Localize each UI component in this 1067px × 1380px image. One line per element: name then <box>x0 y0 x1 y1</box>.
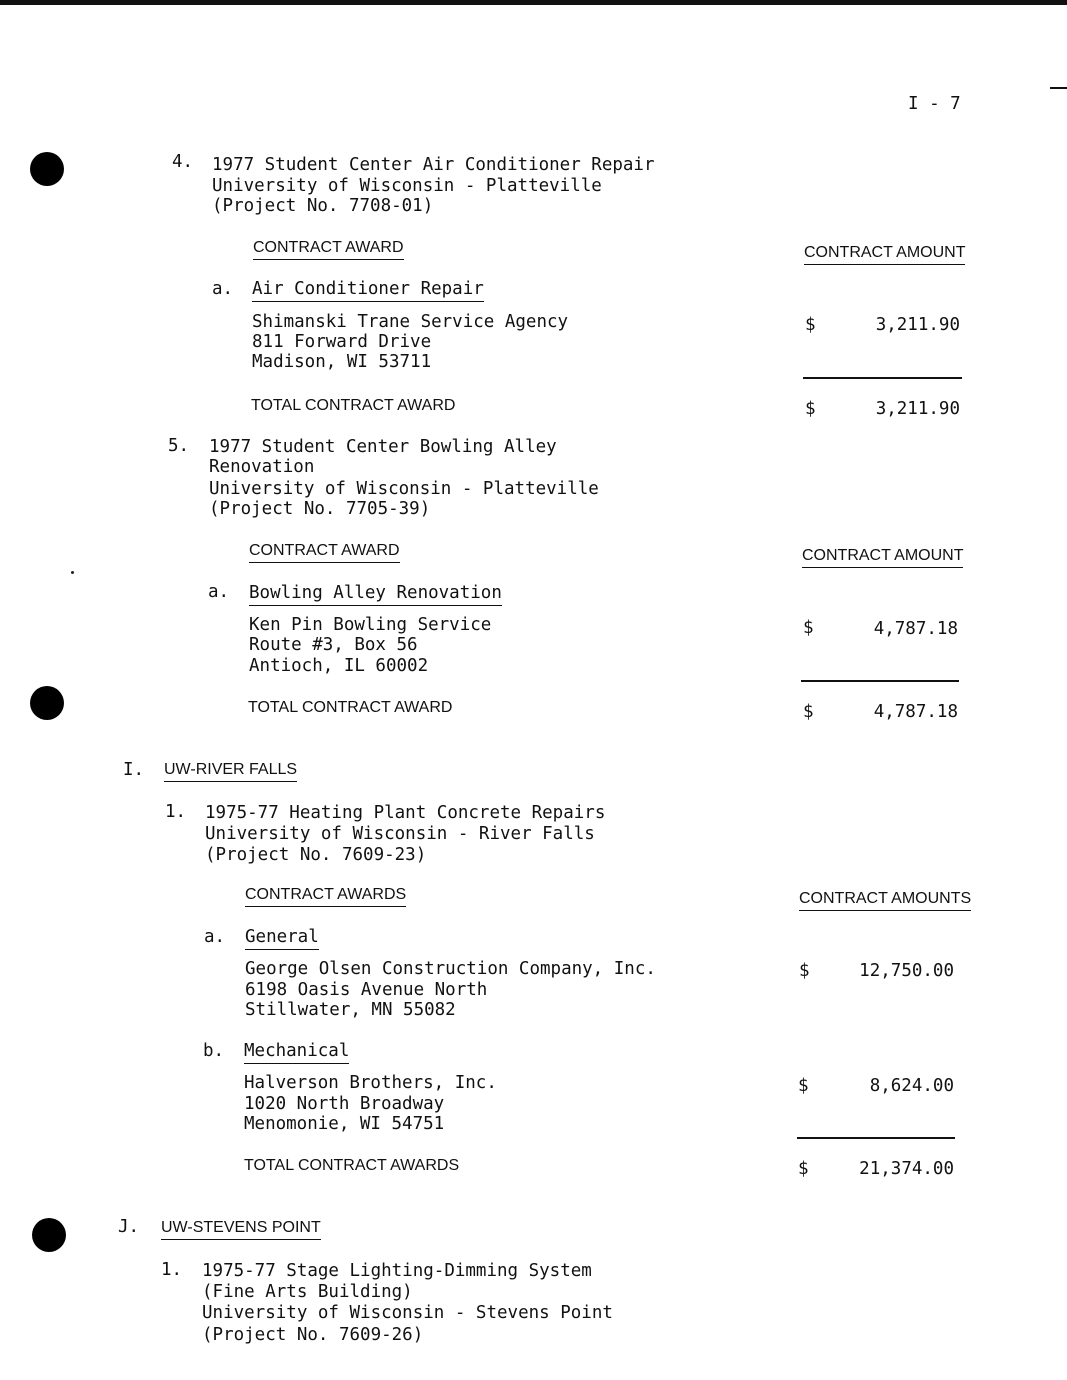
item-number: 5. <box>168 436 190 456</box>
contractor-street: 1020 North Broadway <box>244 1094 445 1114</box>
page-number: I - 7 <box>908 94 961 114</box>
award-title: Air Conditioner Repair <box>252 279 484 302</box>
total-label: TOTAL CONTRACT AWARD <box>251 397 456 414</box>
total-amount: 4,787.18 <box>873 702 958 722</box>
contract-amount-header: CONTRACT AMOUNT <box>804 243 965 265</box>
contractor-name: Halverson Brothers, Inc. <box>244 1073 497 1093</box>
dollar-sign: $ <box>798 1159 809 1179</box>
contract-amount: 3,211.90 <box>875 315 960 335</box>
project-title: 1975-77 Stage Lighting-Dimming System <box>202 1261 592 1281</box>
contract-amount: 8,624.00 <box>869 1076 954 1096</box>
contract-award-header: CONTRACT AWARD <box>253 238 404 260</box>
section-letter: I. <box>123 760 145 780</box>
project-title: 1975-77 Heating Plant Concrete Repairs <box>205 803 606 823</box>
dollar-sign: $ <box>799 961 810 981</box>
dollar-sign: $ <box>803 702 814 722</box>
dollar-sign: $ <box>805 315 816 335</box>
contract-amount-header: CONTRACT AMOUNT <box>802 546 963 568</box>
contractor-city: Menomonie, WI 54751 <box>244 1114 445 1134</box>
project-number: (Project No. 7609-23) <box>205 845 427 865</box>
project-title: 1977 Student Center Air Conditioner Repair <box>212 155 655 175</box>
item-number: 1. <box>161 1260 183 1280</box>
dollar-sign: $ <box>803 618 814 638</box>
project-title-continued: Renovation <box>209 457 315 477</box>
contract-amounts-header: CONTRACT AMOUNTS <box>799 889 971 911</box>
contract-amount: 4,787.18 <box>873 619 958 639</box>
contractor-name: Shimanski Trane Service Agency <box>252 312 569 332</box>
item-number: 4. <box>172 152 194 172</box>
contractor-name: George Olsen Construction Company, Inc. <box>245 959 656 979</box>
section-letter: J. <box>118 1217 140 1237</box>
page-edge-mark <box>1050 87 1067 89</box>
award-title: General <box>245 927 319 950</box>
contractor-street: 811 Forward Drive <box>252 332 432 352</box>
dollar-sign: $ <box>798 1076 809 1096</box>
contractor-street: Route #3, Box 56 <box>249 635 418 655</box>
project-title: 1977 Student Center Bowling Alley <box>209 437 557 457</box>
award-letter: a. <box>212 279 234 299</box>
total-rule <box>797 1137 955 1139</box>
speck <box>71 571 74 574</box>
total-amount: 21,374.00 <box>859 1159 954 1179</box>
total-label: TOTAL CONTRACT AWARD <box>248 699 453 716</box>
total-rule <box>803 377 962 379</box>
award-title: Bowling Alley Renovation <box>249 583 502 606</box>
project-university: University of Wisconsin - Platteville <box>212 176 602 196</box>
binder-hole <box>30 152 64 186</box>
contractor-street: 6198 Oasis Avenue North <box>245 980 488 1000</box>
award-letter: a. <box>208 582 230 602</box>
contractor-name: Ken Pin Bowling Service <box>249 615 492 635</box>
binder-hole <box>30 686 64 720</box>
contract-award-header: CONTRACT AWARD <box>249 541 400 563</box>
dollar-sign: $ <box>805 399 816 419</box>
project-building: (Fine Arts Building) <box>202 1282 413 1302</box>
award-letter: b. <box>203 1041 225 1061</box>
contractor-city: Stillwater, MN 55082 <box>245 1000 456 1020</box>
project-number: (Project No. 7705-39) <box>209 499 431 519</box>
contractor-city: Madison, WI 53711 <box>252 352 432 372</box>
section-title: UW-STEVENS POINT <box>161 1218 321 1240</box>
section-title: UW-RIVER FALLS <box>164 760 297 782</box>
project-university: University of Wisconsin - River Falls <box>205 824 595 844</box>
project-university: University of Wisconsin - Platteville <box>209 479 599 499</box>
award-letter: a. <box>204 927 226 947</box>
contract-awards-header: CONTRACT AWARDS <box>245 885 406 907</box>
project-number: (Project No. 7708-01) <box>212 196 434 216</box>
award-title: Mechanical <box>244 1041 349 1064</box>
page-top-edge <box>0 0 1067 5</box>
contractor-city: Antioch, IL 60002 <box>249 656 429 676</box>
item-number: 1. <box>165 802 187 822</box>
contract-amount: 12,750.00 <box>859 961 954 981</box>
project-number: (Project No. 7609-26) <box>202 1325 424 1345</box>
total-amount: 3,211.90 <box>875 399 960 419</box>
project-university: University of Wisconsin - Stevens Point <box>202 1303 613 1323</box>
total-label: TOTAL CONTRACT AWARDS <box>244 1157 460 1174</box>
total-rule <box>801 680 959 682</box>
binder-hole <box>32 1218 66 1252</box>
